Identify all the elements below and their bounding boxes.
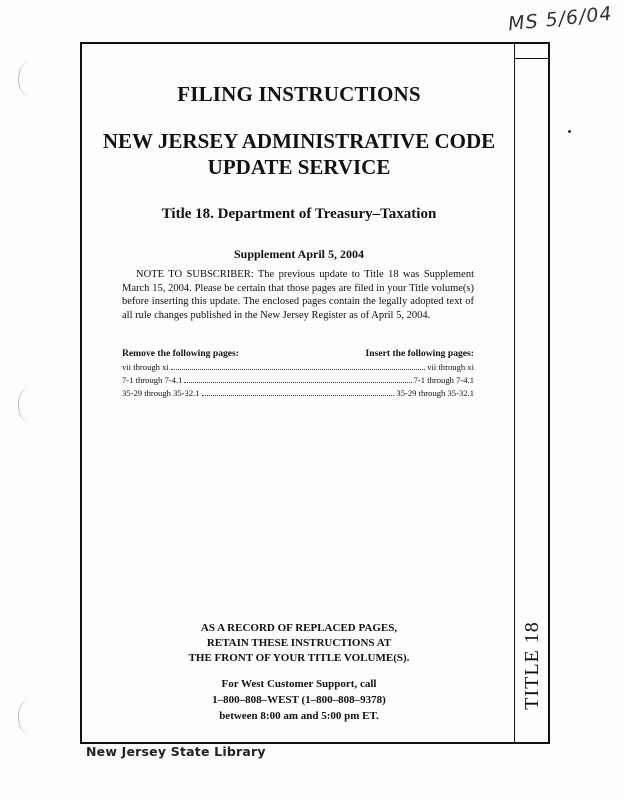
support-line: For West Customer Support, call bbox=[221, 678, 377, 690]
table-row bbox=[122, 375, 474, 388]
record-line: RETAIN THESE INSTRUCTIONS AT bbox=[206, 637, 392, 649]
punch-hole-mark bbox=[18, 388, 39, 422]
customer-support-info bbox=[84, 676, 514, 724]
dot-leader bbox=[171, 369, 425, 370]
supplement-date: Supplement April 5, 2004 bbox=[233, 247, 365, 261]
support-phone: 1–800–808–WEST (1–800–808–9378) bbox=[212, 694, 386, 706]
tab-divider bbox=[514, 58, 550, 59]
record-instructions bbox=[84, 621, 514, 666]
record-line: THE FRONT OF YOUR TITLE VOLUME(S). bbox=[188, 652, 410, 664]
scan-speck bbox=[568, 130, 571, 133]
dot-leader bbox=[202, 395, 395, 396]
support-hours: between 8:00 am and 5:00 pm ET. bbox=[219, 710, 379, 722]
remove-pages-header: Remove the following pages: bbox=[122, 348, 239, 359]
punch-hole-mark bbox=[18, 62, 39, 96]
department-title: Title 18. Department of Treasury–Taxation bbox=[161, 206, 437, 222]
insert-pages-cell: 35-29 through 35-32.1 bbox=[396, 388, 474, 398]
remove-pages-cell: 35-29 through 35-32.1 bbox=[122, 388, 200, 398]
title-tab-label: TITLE 18 bbox=[520, 620, 543, 710]
library-stamp: New Jersey State Library bbox=[86, 744, 266, 759]
table-row bbox=[122, 362, 474, 375]
filing-instructions-heading: FILING INSTRUCTIONS bbox=[177, 82, 421, 106]
remove-pages-cell: vii through xi bbox=[122, 362, 169, 372]
code-title-line: NEW JERSEY ADMINISTRATIVE CODE bbox=[102, 129, 496, 153]
punch-hole-mark bbox=[18, 700, 39, 734]
remove-pages-cell: 7-1 through 7-4.1 bbox=[122, 375, 183, 385]
insert-pages-cell: vii through xi bbox=[427, 362, 474, 372]
record-line: AS A RECORD OF REPLACED PAGES, bbox=[200, 622, 398, 634]
insert-pages-header: Insert the following pages: bbox=[365, 348, 474, 359]
handwritten-annotation: MS 5/6/04 bbox=[507, 2, 614, 36]
subscriber-notice: NOTE TO SUBSCRIBER: The previous update to Title 18 was Supplement March 15, 2004. Please be certain that those pages are filed in your Title volume(s) before inserting this update. The enclosed pages contain the legally adopted text of all rule changes published in the New Jersey Register as of April 5, 2004. bbox=[122, 269, 474, 321]
code-title-line: UPDATE SERVICE bbox=[207, 155, 391, 179]
pages-table bbox=[122, 348, 474, 401]
insert-pages-cell: 7-1 through 7-4.1 bbox=[413, 375, 474, 385]
dot-leader bbox=[184, 382, 411, 383]
table-row bbox=[122, 388, 474, 401]
pages-table-header bbox=[122, 348, 474, 359]
code-title bbox=[84, 128, 514, 180]
